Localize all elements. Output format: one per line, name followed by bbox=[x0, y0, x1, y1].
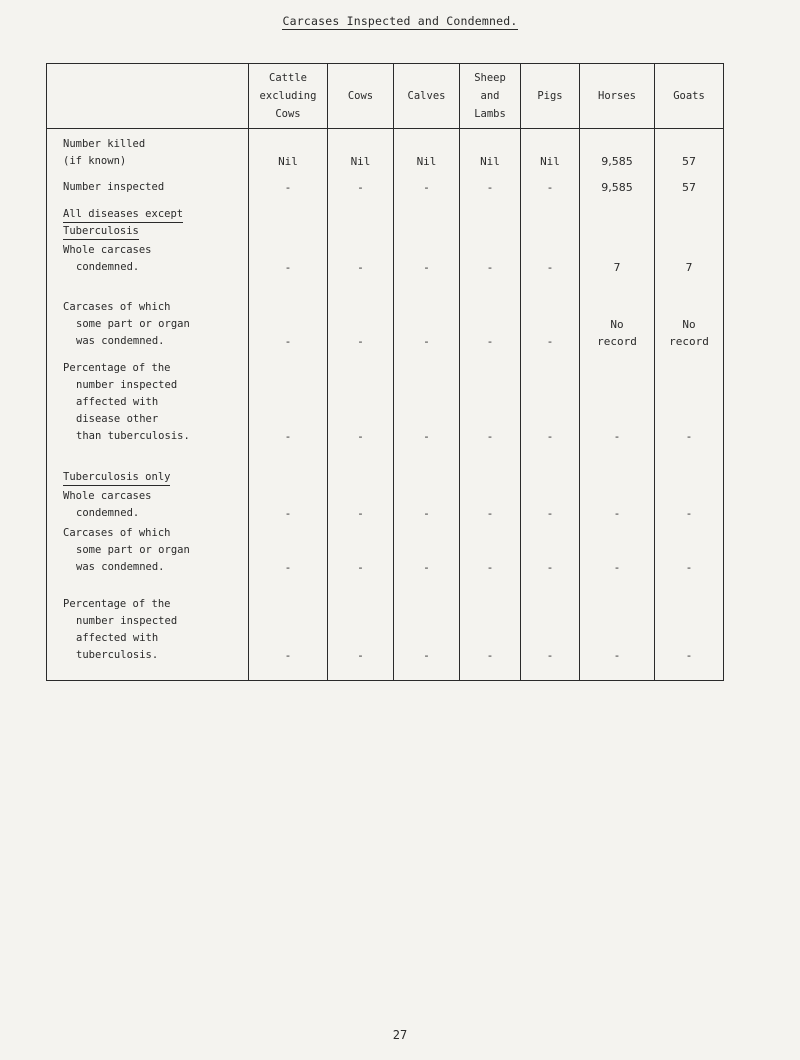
row-all-diseases-heading bbox=[47, 196, 724, 240]
column-header-line: Calves bbox=[407, 90, 446, 102]
value-cell: - bbox=[394, 170, 460, 196]
header-blank-cell bbox=[47, 64, 249, 129]
value-cell: - bbox=[460, 276, 521, 350]
empty-cell bbox=[328, 445, 394, 486]
column-header-cows bbox=[328, 64, 394, 129]
column-header-line: Goats bbox=[673, 90, 705, 102]
value-cell: - bbox=[249, 170, 328, 196]
label-line: condemned. bbox=[76, 507, 140, 519]
section-heading-line: Tuberculosis only bbox=[63, 469, 170, 486]
value-cell: - bbox=[249, 486, 328, 522]
column-header-line: Sheep bbox=[474, 72, 506, 84]
label-line: tuberculosis. bbox=[76, 648, 159, 661]
value-cell: 7 bbox=[580, 240, 655, 276]
value-cell: - bbox=[521, 522, 580, 576]
column-header-line: and bbox=[480, 90, 500, 102]
row-label bbox=[47, 576, 249, 680]
value-cell: - bbox=[394, 576, 460, 680]
column-header-goats bbox=[655, 64, 724, 129]
value-cell: - bbox=[328, 522, 394, 576]
row-tb-part-or-organ-condemned bbox=[47, 522, 724, 576]
empty-cell bbox=[521, 196, 580, 240]
header-row bbox=[47, 64, 724, 129]
column-header-pigs bbox=[521, 64, 580, 129]
value-cell: - bbox=[521, 276, 580, 350]
label-line: Carcases of which bbox=[63, 527, 171, 539]
row-number-inspected bbox=[47, 170, 724, 196]
label-line: number inspected bbox=[76, 379, 178, 391]
value-cell: - bbox=[521, 350, 580, 445]
section-heading-line: Tuberculosis bbox=[63, 223, 139, 240]
column-header-calves bbox=[394, 64, 460, 129]
label-line: (if known) bbox=[63, 155, 127, 167]
column-header-cattle bbox=[249, 64, 328, 129]
value-cell: - bbox=[580, 522, 655, 576]
empty-cell bbox=[394, 196, 460, 240]
label-line: was condemned. bbox=[76, 335, 165, 347]
column-header-line: Lambs bbox=[474, 108, 506, 120]
column-header-line: Cows bbox=[347, 90, 374, 102]
row-number-killed bbox=[47, 129, 724, 171]
value-cell: - bbox=[460, 350, 521, 445]
value-cell: - bbox=[328, 486, 394, 522]
title-text: Carcases Inspected and Condemned. bbox=[282, 14, 518, 28]
column-header-line: Cattle bbox=[269, 72, 307, 84]
value-cell: - bbox=[580, 486, 655, 522]
value-cell: - bbox=[460, 170, 521, 196]
empty-cell bbox=[460, 196, 521, 240]
label-line: disease other bbox=[76, 413, 159, 425]
value-cell: - bbox=[394, 276, 460, 350]
label-line: number inspected bbox=[76, 614, 178, 627]
value-cell: - bbox=[521, 170, 580, 196]
empty-cell bbox=[655, 445, 724, 486]
empty-cell bbox=[580, 196, 655, 240]
label-line: Number inspected bbox=[63, 181, 165, 193]
value-cell: - bbox=[249, 576, 328, 680]
value-cell: Nil bbox=[328, 129, 394, 171]
empty-cell bbox=[249, 445, 328, 486]
label-line: condemned. bbox=[76, 261, 140, 273]
value-cell: - bbox=[249, 350, 328, 445]
row-percentage-other-than-tb bbox=[47, 350, 724, 445]
value-cell: - bbox=[394, 522, 460, 576]
column-header-line: Pigs bbox=[537, 90, 563, 102]
value-cell: 9,585 bbox=[580, 170, 655, 196]
value-cell: - bbox=[655, 350, 724, 445]
value-cell: Nil bbox=[249, 129, 328, 171]
section-heading-cell bbox=[47, 445, 249, 486]
section-heading-line: All diseases except bbox=[63, 206, 183, 223]
value-cell: 9,585 bbox=[580, 129, 655, 171]
value-cell: 57 bbox=[655, 170, 724, 196]
value-cell: - bbox=[249, 276, 328, 350]
value-cell: 7 bbox=[655, 240, 724, 276]
empty-cell bbox=[394, 445, 460, 486]
value-cell: - bbox=[580, 576, 655, 680]
value-cell: - bbox=[521, 576, 580, 680]
value-cell: 57 bbox=[655, 129, 724, 171]
carcases-table bbox=[46, 63, 724, 681]
label-line: Whole carcases bbox=[63, 490, 152, 502]
value-cell: Nil bbox=[521, 129, 580, 171]
label-line: some part or organ bbox=[76, 544, 190, 556]
empty-cell bbox=[328, 196, 394, 240]
row-label bbox=[47, 522, 249, 576]
column-header-horses bbox=[580, 64, 655, 129]
label-line: some part or organ bbox=[76, 318, 190, 330]
value-cell: - bbox=[394, 240, 460, 276]
value-cell: - bbox=[655, 576, 724, 680]
label-line: Percentage of the bbox=[63, 597, 171, 610]
value-cell: - bbox=[249, 522, 328, 576]
label-line: was condemned. bbox=[76, 561, 165, 573]
value-cell: - bbox=[394, 350, 460, 445]
value-cell: Nil bbox=[394, 129, 460, 171]
row-label bbox=[47, 276, 249, 350]
value-cell: - bbox=[328, 240, 394, 276]
value-cell: - bbox=[460, 486, 521, 522]
label-line: Carcases of which bbox=[63, 301, 171, 313]
value-cell: - bbox=[580, 350, 655, 445]
row-label bbox=[47, 170, 249, 196]
row-tb-only-heading bbox=[47, 445, 724, 486]
label-line: Percentage of the bbox=[63, 362, 171, 374]
value-cell: - bbox=[460, 522, 521, 576]
empty-cell bbox=[521, 445, 580, 486]
section-heading bbox=[63, 206, 248, 240]
label-line: affected with bbox=[76, 631, 159, 644]
value-cell: - bbox=[328, 170, 394, 196]
value-cell: - bbox=[655, 486, 724, 522]
empty-cell bbox=[460, 445, 521, 486]
column-header-line: Horses bbox=[598, 90, 636, 102]
empty-cell bbox=[580, 445, 655, 486]
page-title bbox=[0, 14, 800, 28]
value-cell: - bbox=[521, 240, 580, 276]
value-cell: - bbox=[249, 240, 328, 276]
value-cell: - bbox=[460, 240, 521, 276]
value-cell: No record bbox=[655, 276, 724, 350]
row-label bbox=[47, 350, 249, 445]
row-label bbox=[47, 129, 249, 171]
value-cell: - bbox=[394, 486, 460, 522]
page-number: 27 bbox=[392, 1028, 408, 1042]
section-heading-cell bbox=[47, 196, 249, 240]
row-tb-whole-carcases-condemned bbox=[47, 486, 724, 522]
column-header-line: Cows bbox=[275, 108, 301, 120]
row-label bbox=[47, 240, 249, 276]
column-header-line: excluding bbox=[259, 90, 317, 102]
value-cell: - bbox=[655, 522, 724, 576]
empty-cell bbox=[655, 196, 724, 240]
row-label bbox=[47, 486, 249, 522]
value-cell: - bbox=[328, 576, 394, 680]
row-whole-carcases-condemned bbox=[47, 240, 724, 276]
value-cell: - bbox=[328, 350, 394, 445]
row-tb-percentage bbox=[47, 576, 724, 680]
value-cell: No record bbox=[580, 276, 655, 350]
label-line: than tuberculosis. bbox=[76, 430, 190, 442]
label-line: Whole carcases bbox=[63, 244, 152, 256]
label-line: affected with bbox=[76, 396, 159, 408]
value-cell: Nil bbox=[460, 129, 521, 171]
value-cell: - bbox=[460, 576, 521, 680]
column-header-sheep bbox=[460, 64, 521, 129]
row-part-or-organ-condemned bbox=[47, 276, 724, 350]
value-cell: - bbox=[328, 276, 394, 350]
label-line: Number killed bbox=[63, 138, 146, 150]
empty-cell bbox=[249, 196, 328, 240]
value-cell: - bbox=[521, 486, 580, 522]
